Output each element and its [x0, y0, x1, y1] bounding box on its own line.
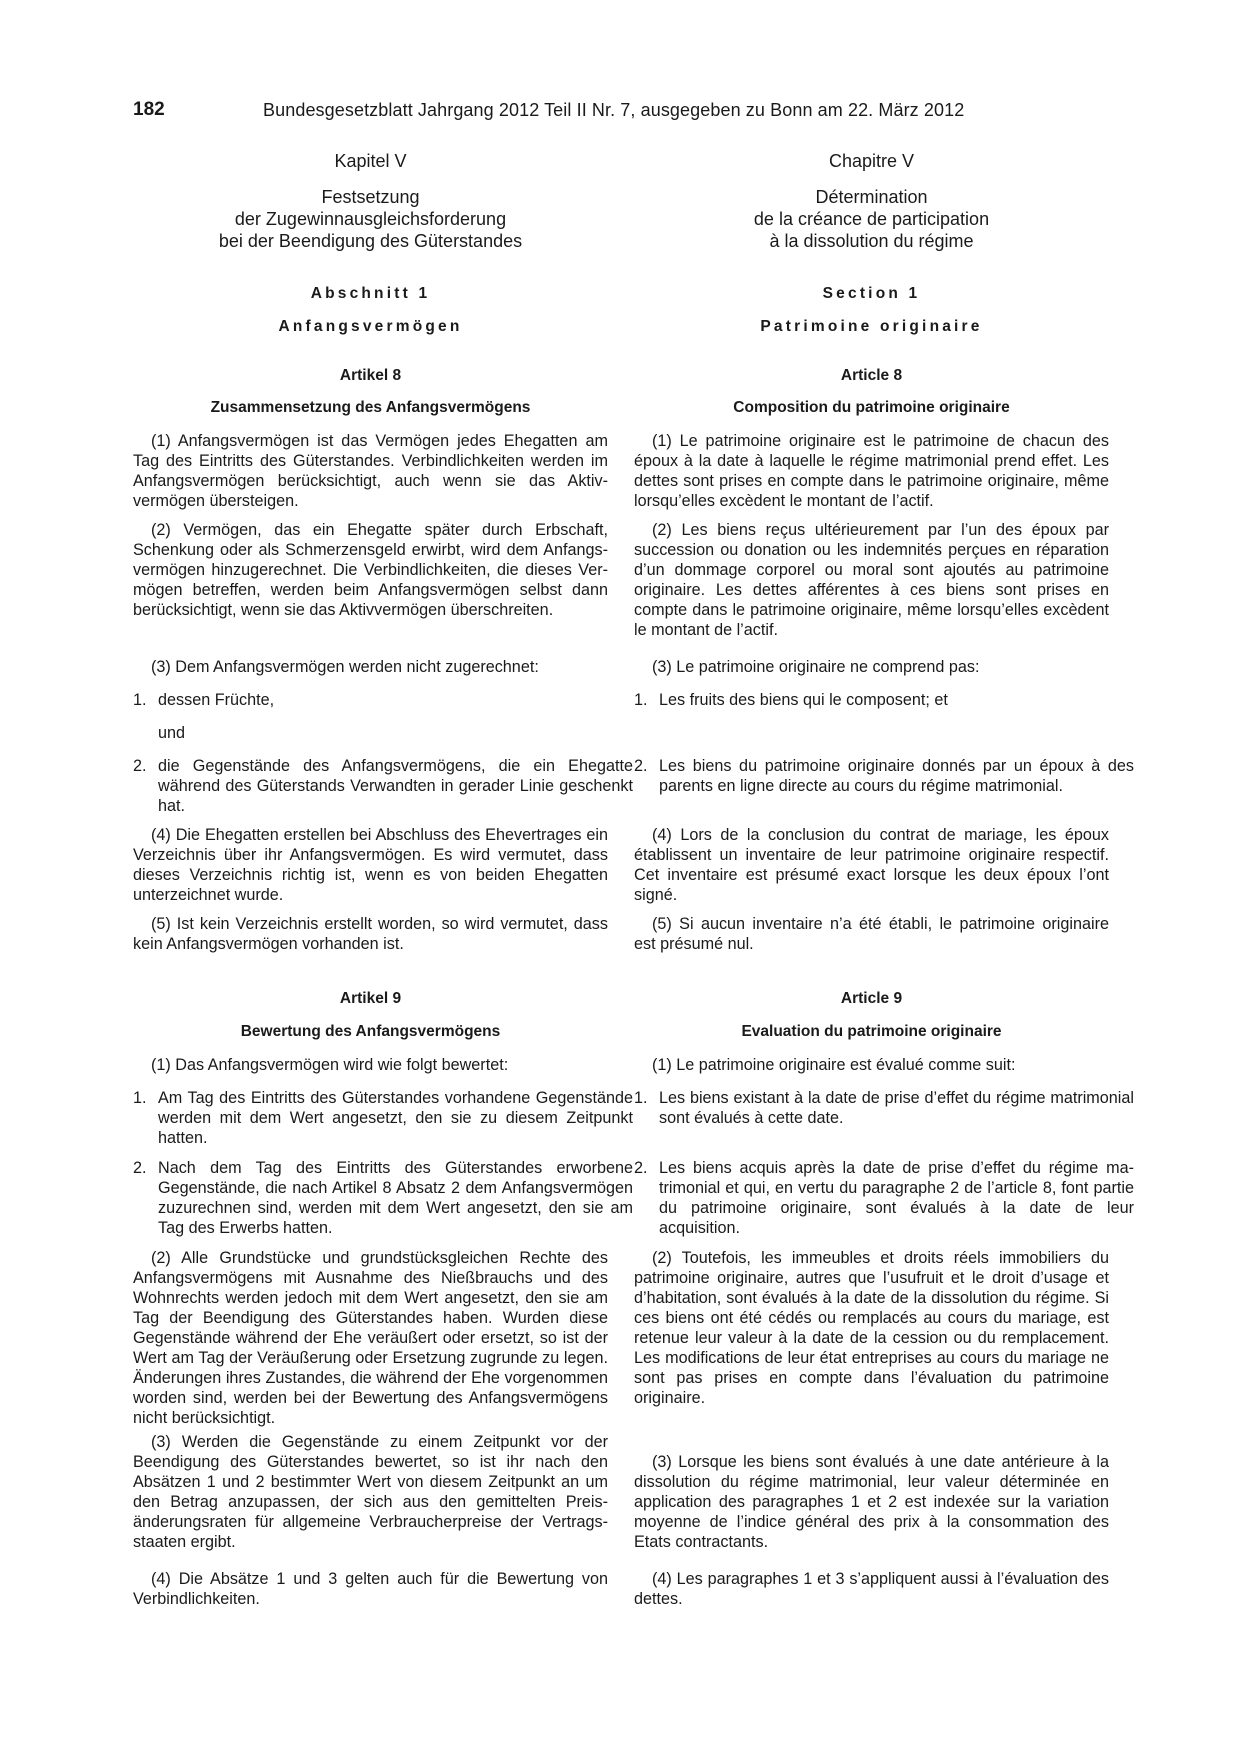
chapter-heading: Kapitel V	[334, 151, 407, 171]
art8-list-item-2	[634, 756, 1134, 796]
art9-paragraph-3: (3) Werden die Gegenstände zu einem Zeitpunkt vor der Beendigung des Güterstandes bewertet, so ist ihr nach den Absätzen 1 und 2 bestimmter Wert von diesem Zeitpunkt an um den Betrag anzupassen, der sich aus den gemittelten Preisänderungsraten für allgemeine Verbraucherpreise der Vertragsstaaten ergibt.	[133, 1433, 608, 1551]
list-text: Nach dem Tag des Eintritts des Güterstandes erworbene Gegenstände, die nach Artikel 8 Absatz 2 dem Anfangsvermögen zuzurechnen sind, werden mit dem Wert angesetzt, den sie am Tag des Erwerbs hatten.	[158, 1159, 633, 1237]
list-text: Les biens du patrimoine originaire donnés par un époux à des parents en ligne directe au cours du régime matrimonial.	[659, 757, 1134, 795]
art8-list-item-1	[634, 690, 1134, 710]
art8-conjunction: und	[158, 724, 186, 742]
list-text: dessen Früchte,	[158, 691, 275, 709]
article-9-title: Bewertung des Anfangsvermögens	[240, 1023, 501, 1040]
chapter-title-line: de la créance de participation	[753, 209, 990, 229]
chapter-title-line: à la dissolution du régime	[769, 231, 974, 251]
art8-paragraph-1: (1) Le patrimoine originaire est le patrimoine de chacun des époux à la date à laquelle le régime matrimonial prend effet. Les dettes sont prises en compte dans le patrimoine originaire, même lorsqu’elles excèdent le montant de l’actif.	[634, 432, 1109, 510]
page-number: 182	[133, 99, 165, 120]
chapter-title-line: der Zugewinnausgleichsforderung	[234, 209, 507, 229]
article-9-title: Evaluation du patrimoine originaire	[741, 1023, 1002, 1040]
art9-paragraph-1: (1) Le patrimoine originaire est évalué comme suit:	[652, 1056, 1016, 1074]
art8-paragraph-2: (2) Vermögen, das ein Ehegatte später durch Erbschaft, Schenkung oder als Schmerzensgeld erwirbt, wird dem Anfangsvermögen hinzugerechnet. Die Verbindlichkeiten, die dieses Vermögen betreffen, werden beim Anfangsvermögen selbst dann berücksichtigt, wenn sie das Aktivvermögen überschreiten.	[133, 521, 608, 619]
section-heading: Abschnitt 1	[310, 285, 431, 302]
art9-paragraph-2: (2) Toutefois, les immeubles et droits réels immobiliers du patrimoine originaire, autres que l’usufruit et le droit d’usage et d’habitation, sont évalués à la date de la dissolution du régime. Si ces biens ont été cédés ou remplacés au cours du mariage, est retenue leur valeur à la date de la cession ou du remplacement. Les modifications de leur état entreprises au cours du mariage ne sont pas prises en compte dans l’évaluation du patrimoine originaire.	[634, 1249, 1109, 1407]
chapter-title	[133, 186, 608, 252]
art8-paragraph-1: (1) Anfangsvermögen ist das Vermögen jedes Ehegatten am Tag des Eintritts des Güterstandes. Verbindlichkeiten werden im Anfangsvermögen berücksichtigt, auch wenn sie das Aktivvermögen übersteigen.	[133, 432, 608, 510]
chapter-title	[634, 186, 1109, 252]
list-text: die Gegenstände des Anfangsvermögens, die ein Ehegatte während des Güterstands Verwandten in gerader Linie geschenkt hat.	[158, 757, 633, 815]
art8-paragraph-5: (5) Ist kein Verzeichnis erstellt worden, so wird vermutet, dass kein Anfangsvermögen vorhanden ist.	[133, 915, 608, 953]
art8-list-item-1	[133, 690, 633, 710]
list-number: 1.	[634, 691, 648, 709]
article-8-title: Zusammensetzung des Anfangsvermögens	[210, 399, 531, 416]
page-header	[133, 100, 1109, 126]
list-text: Les fruits des biens qui le composent; et	[659, 691, 948, 709]
art9-list-item-2	[634, 1158, 1134, 1238]
art9-paragraph-4: (4) Die Absätze 1 und 3 gelten auch für die Bewertung von Verbindlichkeiten.	[133, 1570, 608, 1608]
list-number: 2.	[634, 757, 648, 775]
article-9-heading: Article 9	[840, 990, 903, 1007]
art8-list-item-2	[133, 756, 633, 816]
list-number: 2.	[133, 757, 147, 775]
art9-list-item-2	[133, 1158, 633, 1238]
article-8-title: Composition du patrimoine originaire	[733, 399, 1010, 416]
list-number: 2.	[133, 1159, 147, 1177]
chapter-title-line: Détermination	[815, 187, 928, 207]
section-title: Patrimoine originaire	[760, 318, 983, 335]
list-number: 1.	[133, 691, 147, 709]
art8-paragraph-5: (5) Si aucun inventaire n’a été établi, le patrimoine originaire est présumé nul.	[634, 915, 1109, 953]
list-number: 1.	[133, 1089, 147, 1107]
art9-paragraph-2: (2) Alle Grundstücke und grundstücksgleichen Rechte des Anfangsvermögens mit Ausnahme des Nießbrauchs und des Wohnrechts werden jedoch mit dem Wert angesetzt, den sie am Tag der Beendigung des Güterstandes haben. Wurden diese Gegenstände während der Ehe veräußert oder ersetzt, so ist der Wert am Tag der Veräußerung oder Ersetzung zugrunde zu legen. Änderungen ihres Zustandes, die während der Ehe vorgenommen worden sind, werden bei der Bewertung des Anfangsvermögens nicht berücksichtigt.	[133, 1249, 608, 1427]
article-8-heading: Article 8	[840, 367, 903, 384]
art8-paragraph-3: (3) Dem Anfangsvermögen werden nicht zugerechnet:	[151, 658, 539, 676]
list-text: Les biens existant à la date de prise d’effet du régime matrimonial sont évalués à cette date.	[659, 1089, 1134, 1127]
art9-list-item-1	[634, 1088, 1134, 1128]
art8-paragraph-3: (3) Le patrimoine originaire ne comprend pas:	[652, 658, 980, 676]
chapter-heading: Chapitre V	[828, 151, 915, 171]
art9-paragraph-4: (4) Les paragraphes 1 et 3 s’appliquent aussi à l’évaluation des dettes.	[634, 1570, 1109, 1608]
article-8-heading: Artikel 8	[339, 367, 402, 384]
art9-paragraph-1: (1) Das Anfangsvermögen wird wie folgt bewertet:	[151, 1056, 509, 1074]
section-title: Anfangsvermögen	[278, 318, 463, 335]
section-heading: Section 1	[822, 285, 921, 302]
gazette-title: Bundesgesetzblatt Jahrgang 2012 Teil II Nr. 7, ausgegeben zu Bonn am 22. März 2012	[263, 100, 965, 120]
art9-list-item-1	[133, 1088, 633, 1148]
chapter-title-line: Festsetzung	[321, 187, 420, 207]
art8-paragraph-4: (4) Lors de la conclusion du contrat de mariage, les époux établissent un inventaire de leur patrimoine originaire respectif. Cet inventaire est présumé exact lorsque les deux époux l’ont signé.	[634, 826, 1109, 904]
chapter-title-line: bei der Beendigung des Güterstandes	[218, 231, 523, 251]
article-9-heading: Artikel 9	[339, 990, 402, 1007]
list-text: Am Tag des Eintritts des Güterstandes vorhandene Gegenstände werden mit dem Wert angesetzt, den sie zu diesem Zeitpunkt hatten.	[158, 1089, 633, 1147]
list-number: 2.	[634, 1159, 648, 1177]
art9-paragraph-3: (3) Lorsque les biens sont évalués à une date antérieure à la dissolution du régime matrimonial, leur valeur déterminée en application des paragraphes 1 et 2 est indexée sur la variation moyenne de l’indice général des prix à la consommation des Etats contractants.	[634, 1453, 1109, 1551]
list-number: 1.	[634, 1089, 648, 1107]
list-text: Les biens acquis après la date de prise d’effet du régime matrimonial et qui, en vertu du paragraphe 2 de l’article 8, font partie du patrimoine originaire, sont évalués à la date de leur acquisition.	[659, 1159, 1134, 1237]
art8-paragraph-4: (4) Die Ehegatten erstellen bei Abschluss des Ehevertrages ein Verzeichnis über ihr Anfangsvermögen. Es wird vermutet, dass dieses Verzeichnis richtig ist, wenn es von beiden Ehegatten unterzeichnet wurde.	[133, 826, 608, 904]
art8-paragraph-2: (2) Les biens reçus ultérieurement par l’un des époux par succession ou donation ou les indemnités perçues en réparation d’un dommage corporel ou moral sont ajoutés au patrimoine originaire. Les dettes afférentes à ces biens sont prises en compte dans le patrimoine originaire, même lorsqu’elles excèdent le montant de l’actif.	[634, 521, 1109, 639]
